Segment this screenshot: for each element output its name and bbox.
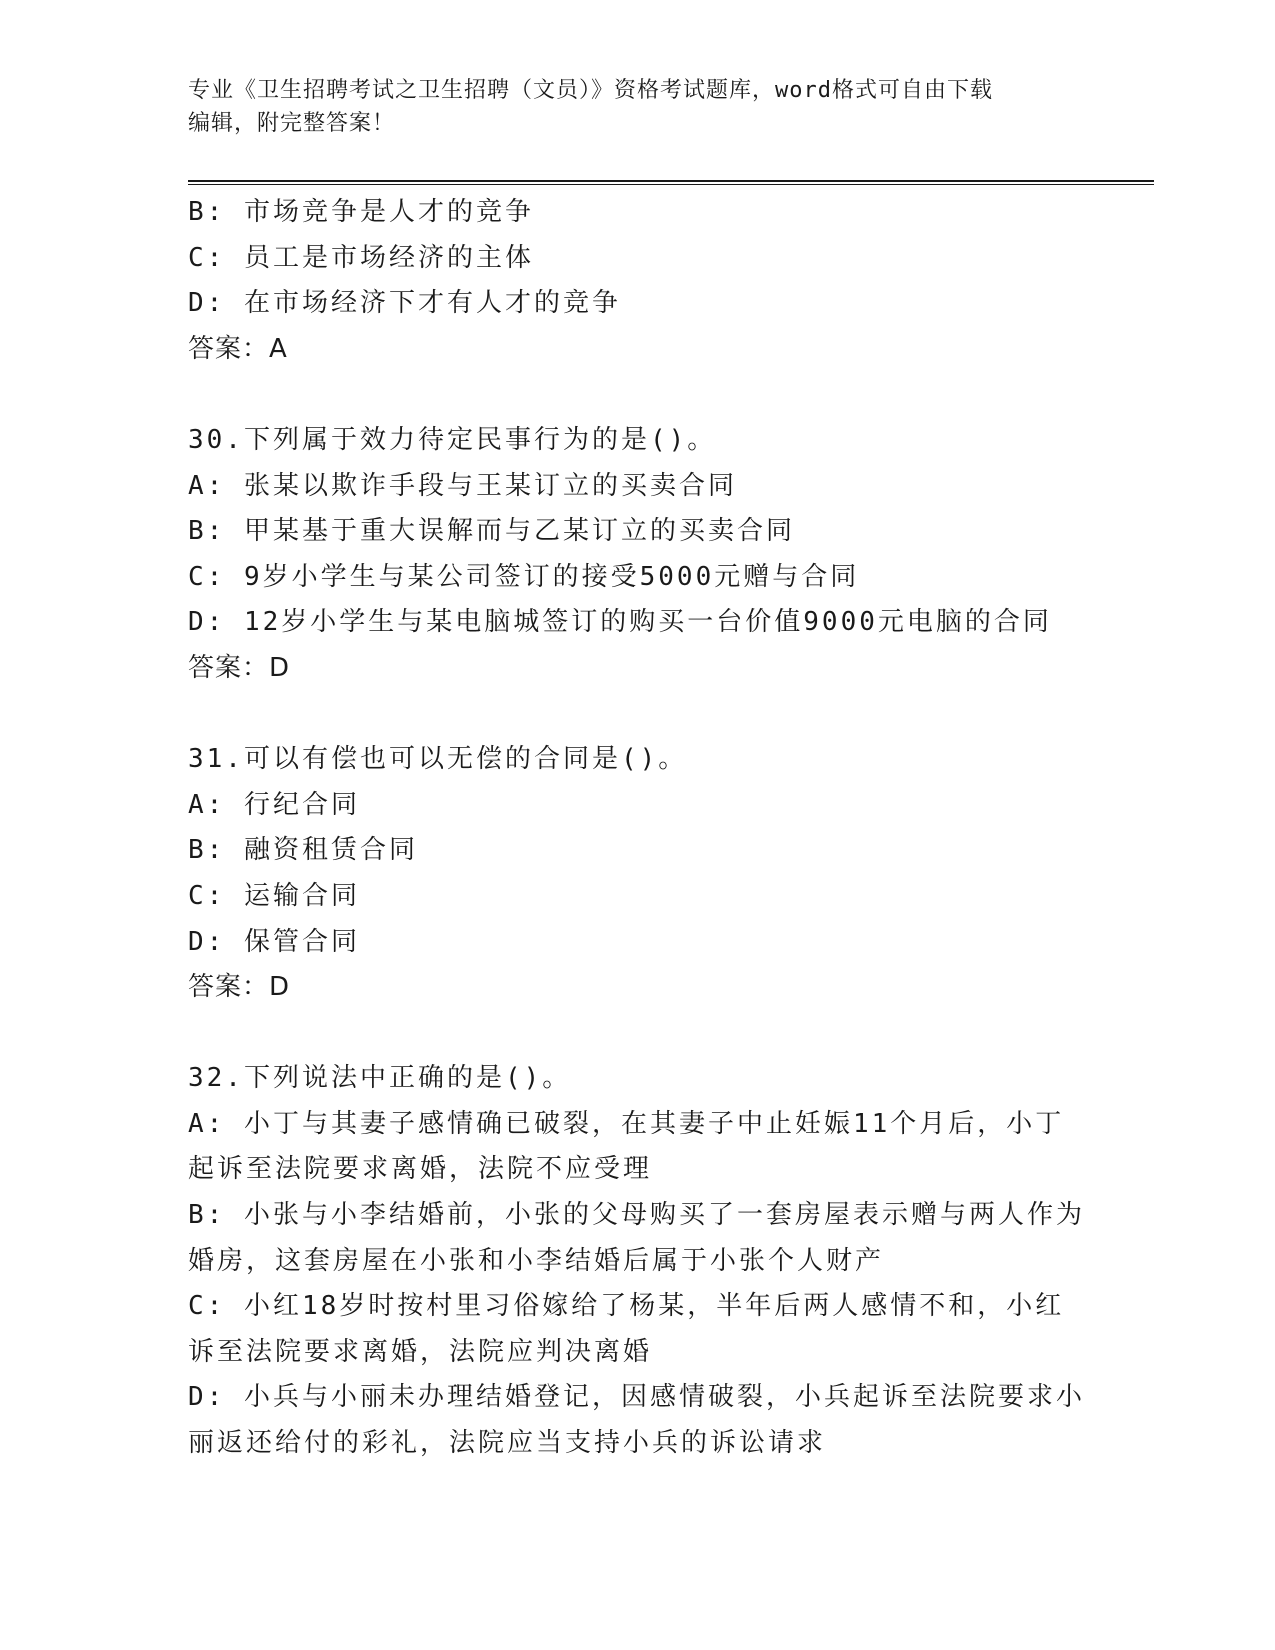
spacer (188, 692, 1088, 738)
option-d-line-2: 丽返还给付的彩礼，法院应当支持小兵的诉讼请求 (188, 1428, 827, 1459)
question-list (188, 190, 1088, 1467)
header-line-2: 编辑，附完整答案！ (188, 111, 396, 136)
option-c: C: 9岁小学生与某公司签订的接受5000元赠与合同 (188, 561, 860, 592)
option-a: A: 张某以欺诈手段与王某订立的买卖合同 (188, 470, 737, 501)
question-text: 31.可以有偿也可以无偿的合同是()。 (188, 744, 688, 775)
question-31 (188, 737, 1088, 1011)
page-header (188, 74, 1068, 140)
question-32 (188, 1056, 1088, 1466)
option-c: C: 运输合同 (188, 880, 360, 911)
answer: 答案：D (188, 652, 291, 683)
answer: 答案：D (188, 972, 291, 1003)
option-b-line-1: B: 小张与小李结婚前，小张的父母购买了一套房屋表示赠与两人作为 (188, 1200, 1085, 1231)
option-c-line-2: 诉至法院要求离婚，法院应判决离婚 (188, 1336, 653, 1367)
question-29 (188, 190, 1088, 372)
option-c: C: 员工是市场经济的主体 (188, 242, 534, 273)
option-a-line-2: 起诉至法院要求离婚，法院不应受理 (188, 1154, 653, 1185)
option-b: B: 融资租赁合同 (188, 835, 418, 866)
spacer (188, 372, 1088, 418)
option-c-line-1: C: 小红18岁时按村里习俗嫁给了杨某，半年后两人感情不和，小红 (188, 1291, 1065, 1322)
header-divider (188, 180, 1154, 185)
option-a: A: 行纪合同 (188, 789, 360, 820)
question-text: 30.下列属于效力待定民事行为的是()。 (188, 424, 717, 455)
option-d: D: 12岁小学生与某电脑城签订的购买一台价值9000元电脑的合同 (188, 607, 1052, 638)
spacer (188, 1011, 1088, 1057)
option-b-line-2: 婚房，这套房屋在小张和小李结婚后属于小张个人财产 (188, 1245, 885, 1276)
option-a-line-1: A: 小丁与其妻子感情确已破裂，在其妻子中止妊娠11个月后，小丁 (188, 1108, 1065, 1139)
option-b: B: 甲某基于重大误解而与乙某订立的买卖合同 (188, 516, 795, 547)
option-d: D: 保管合同 (188, 926, 360, 957)
option-d-line-1: D: 小兵与小丽未办理结婚登记，因感情破裂，小兵起诉至法院要求小 (188, 1382, 1085, 1413)
header-line-1: 专业《卫生招聘考试之卫生招聘（文员）》资格考试题库，word格式可自由下载 (188, 78, 993, 103)
option-b: B: 市场竞争是人才的竞争 (188, 197, 534, 227)
question-30 (188, 418, 1088, 692)
question-text: 32.下列说法中正确的是()。 (188, 1063, 572, 1094)
answer: 答案：A (188, 333, 288, 364)
option-d: D: 在市场经济下才有人才的竞争 (188, 288, 621, 319)
